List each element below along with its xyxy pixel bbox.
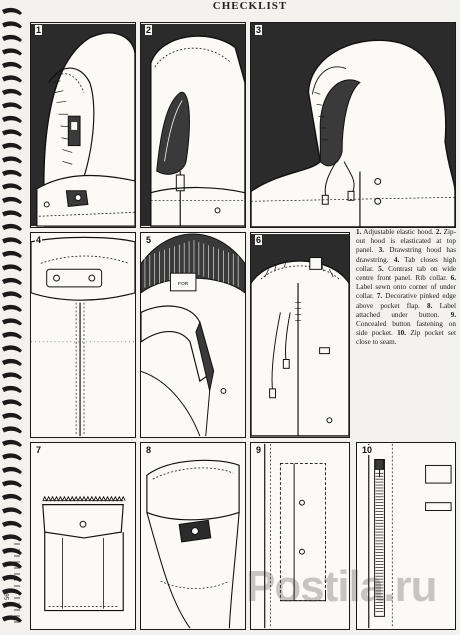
panel-1-elastic-hood	[30, 22, 136, 228]
concealed-button-drawing	[251, 443, 349, 629]
panel-number: 5	[146, 235, 152, 245]
spiral-ring	[2, 75, 22, 82]
spiral-ring	[2, 494, 22, 501]
page-header: CHECKLIST	[212, 0, 288, 12]
caption-item-text: Label sewn onto corner of under collar.	[356, 283, 456, 301]
panel-number: 10	[362, 445, 373, 455]
caption-item-text: Label attached under button.	[356, 301, 456, 319]
spiral-ring	[2, 521, 22, 528]
page-ruler	[14, 540, 24, 630]
rib-collar-drawing	[141, 233, 245, 437]
spiral-ring	[2, 507, 22, 514]
panel-2-zip-out-hood	[140, 22, 246, 228]
spiral-ring	[2, 170, 22, 177]
caption-item-number: 8.	[427, 301, 433, 310]
caption-item-number: 6.	[450, 274, 456, 283]
caption-item-number: 9.	[450, 310, 456, 319]
caption-item-number: 5.	[378, 264, 384, 273]
spiral-ring	[2, 102, 22, 109]
caption-item-text: Adjustable elastic hood.	[361, 228, 436, 236]
spiral-ring	[2, 143, 22, 150]
caption-item-text: Concealed button fastening on side pocket.	[356, 320, 456, 338]
caption-item-text: Zip pocket set close to seam.	[356, 329, 456, 347]
panel-number: 4	[36, 235, 42, 245]
panel-4-tab-collar	[30, 232, 136, 438]
spiral-ring	[2, 129, 22, 136]
spiral-ring	[2, 453, 22, 460]
caption-item-text: Decorative pinked edge above pocket flap.	[356, 292, 456, 310]
spiral-ring	[2, 278, 22, 285]
spiral-ring	[2, 21, 22, 28]
tab-collar-drawing	[31, 233, 135, 437]
label-button-drawing	[141, 443, 245, 629]
caption-item-number: 4.	[393, 255, 400, 264]
spiral-ring	[2, 62, 22, 69]
caption-item-number: 10.	[397, 329, 407, 338]
caption-item-number: 1.	[356, 228, 362, 236]
spiral-ring	[2, 224, 22, 231]
caption-item-text: Drawstring hood has drawstring.	[356, 246, 456, 264]
panel-number: 3	[256, 25, 262, 35]
spiral-ring	[2, 116, 22, 123]
pinked-pocket-drawing	[31, 443, 135, 629]
spiral-ring	[2, 359, 22, 366]
caption-item-text: Contrast tab on wide centre front panel. Rib collar.	[356, 264, 457, 283]
spiral-ring	[2, 345, 22, 352]
spiral-ring	[2, 48, 22, 55]
panel-number: 9	[256, 445, 262, 455]
spiral-ring	[2, 197, 22, 204]
spiral-ring	[2, 480, 22, 487]
panel-number: 6	[256, 235, 262, 245]
panel-5-rib-collar	[140, 232, 246, 438]
panel-10-zip-pocket	[356, 442, 456, 630]
panel-8-label-button	[140, 442, 246, 630]
elastic-hood-drawing	[31, 23, 135, 227]
drawstring-hood-drawing	[251, 23, 455, 227]
spiral-ring	[2, 291, 22, 298]
spiral-ring	[2, 8, 22, 15]
label-collar-drawing	[251, 233, 349, 437]
watermark: Postila.ru	[246, 562, 437, 611]
caption-item-text: Tab closes high collar.	[356, 255, 456, 273]
panel-number: 1	[36, 25, 42, 35]
spiral-ring	[2, 264, 22, 271]
page-side-code: 560	[5, 589, 11, 600]
spiral-ring	[2, 183, 22, 190]
panel-3-drawstring-hood	[250, 22, 456, 228]
panel-7-pinked-pocket	[30, 442, 136, 630]
panel-9-concealed-button	[250, 442, 350, 630]
spiral-ring	[2, 372, 22, 379]
panel-number: 8	[146, 445, 152, 455]
zip-out-hood-drawing	[141, 23, 245, 227]
spiral-ring	[2, 318, 22, 325]
spiral-ring	[2, 467, 22, 474]
spiral-ring	[2, 426, 22, 433]
caption-item-number: 7.	[376, 292, 383, 301]
panel-6-label-collar	[250, 232, 350, 438]
panel-number: 2	[146, 25, 152, 35]
spiral-ring	[2, 237, 22, 244]
spiral-ring	[2, 305, 22, 312]
spiral-ring	[2, 413, 22, 420]
zip-pocket-drawing	[357, 443, 455, 629]
caption-item-number: 3.	[378, 246, 384, 255]
spiral-ring	[2, 332, 22, 339]
caption-item-text: Zip-out hood is elasticated at top panel.	[356, 228, 456, 255]
spiral-ring	[2, 35, 22, 42]
spiral-ring	[2, 440, 22, 447]
spiral-ring	[2, 386, 22, 393]
caption-item-number: 2.	[435, 228, 442, 236]
spiral-ring	[2, 156, 22, 163]
spiral-ring	[2, 399, 22, 406]
spiral-ring	[2, 89, 22, 96]
checklist-caption	[356, 228, 456, 348]
panel-number: 7	[36, 445, 42, 455]
spiral-ring	[2, 210, 22, 217]
collar-label-text: FOR	[178, 281, 189, 287]
spiral-ring	[2, 251, 22, 258]
